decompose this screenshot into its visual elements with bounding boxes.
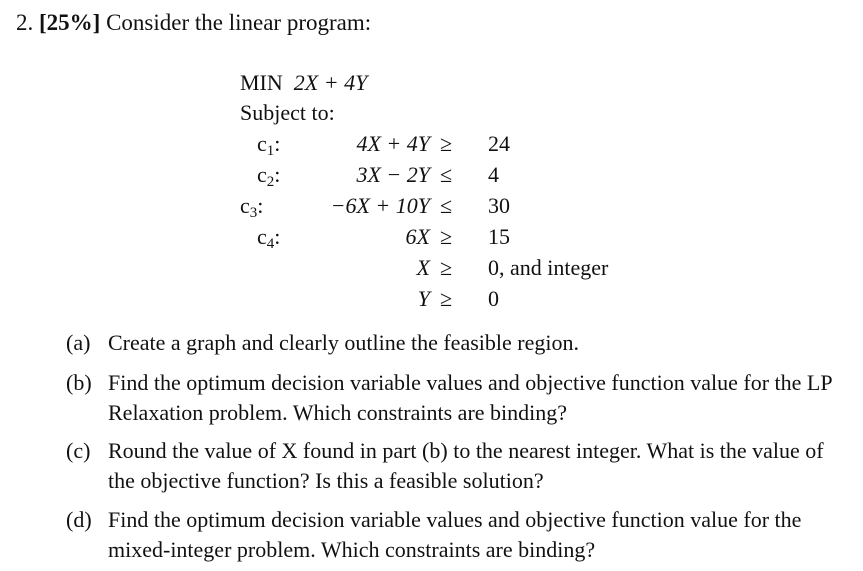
constraint-name: $c_3$: xyxy=(240,193,264,221)
part-text: Round the value of X found in part (b) to the nearest integer. What is the value of the objective function? Is this a feasible solution? xyxy=(108,438,824,493)
problem-heading xyxy=(16,10,371,36)
objective-sense: MIN xyxy=(240,70,283,95)
constraint-lhs: 6X xyxy=(405,224,430,249)
problem-weight: [25%] xyxy=(39,10,101,35)
part-text: Find the optimum decision variable values and objective function value for the mixed-integer problem. Which constraints are binding? xyxy=(108,507,802,562)
part-text: Create a graph and clearly outline the feasible region. xyxy=(108,330,579,355)
constraint-rhs: 15 xyxy=(488,224,510,249)
constraint-rhs: 0 xyxy=(488,286,499,311)
constraint-rhs: 30 xyxy=(488,193,510,218)
constraint-row xyxy=(0,193,863,221)
problem-number: 2. xyxy=(16,10,34,35)
constraint-relation: ≥ xyxy=(440,255,453,280)
problem-intro: Consider the linear program: xyxy=(106,10,372,35)
constraint-relation: ≤ xyxy=(440,162,453,187)
constraint-row xyxy=(0,255,863,283)
constraint-rhs: 4 xyxy=(488,162,499,187)
constraint-rhs: 24 xyxy=(488,131,510,156)
constraint-lhs: 3X − 2Y xyxy=(356,162,430,187)
constraint-name: $c_1$: xyxy=(257,131,281,159)
subject-to-label: Subject to: xyxy=(240,100,335,125)
constraint-rhs: 0, and integer xyxy=(488,255,609,280)
constraint-name: $c_2$: xyxy=(257,162,281,190)
constraint-relation: ≥ xyxy=(440,286,453,311)
constraint-lhs: −6X + 10Y xyxy=(330,193,430,218)
part-label: (c) xyxy=(66,438,91,463)
constraint-lhs: 4X + 4Y xyxy=(356,131,430,156)
part-text: Find the optimum decision variable values and objective function value for the LP Relaxation problem. Which constraints are binding? xyxy=(108,370,832,425)
constraint-relation: ≤ xyxy=(440,193,453,218)
part-label: (a) xyxy=(66,330,91,355)
constraint-lhs: Y xyxy=(417,286,430,311)
constraint-lhs: X xyxy=(416,255,430,280)
constraint-relation: ≥ xyxy=(440,131,453,156)
part-label: (b) xyxy=(66,370,92,395)
constraint-name: $c_4$: xyxy=(257,224,281,252)
objective-function xyxy=(240,70,367,96)
constraint-row xyxy=(0,131,863,159)
objective-expression: 2X + 4Y xyxy=(293,70,368,95)
constraint-row xyxy=(0,286,863,314)
part-label: (d) xyxy=(66,507,92,532)
constraint-row xyxy=(0,162,863,190)
constraint-relation: ≥ xyxy=(440,224,453,249)
constraint-row xyxy=(0,224,863,252)
